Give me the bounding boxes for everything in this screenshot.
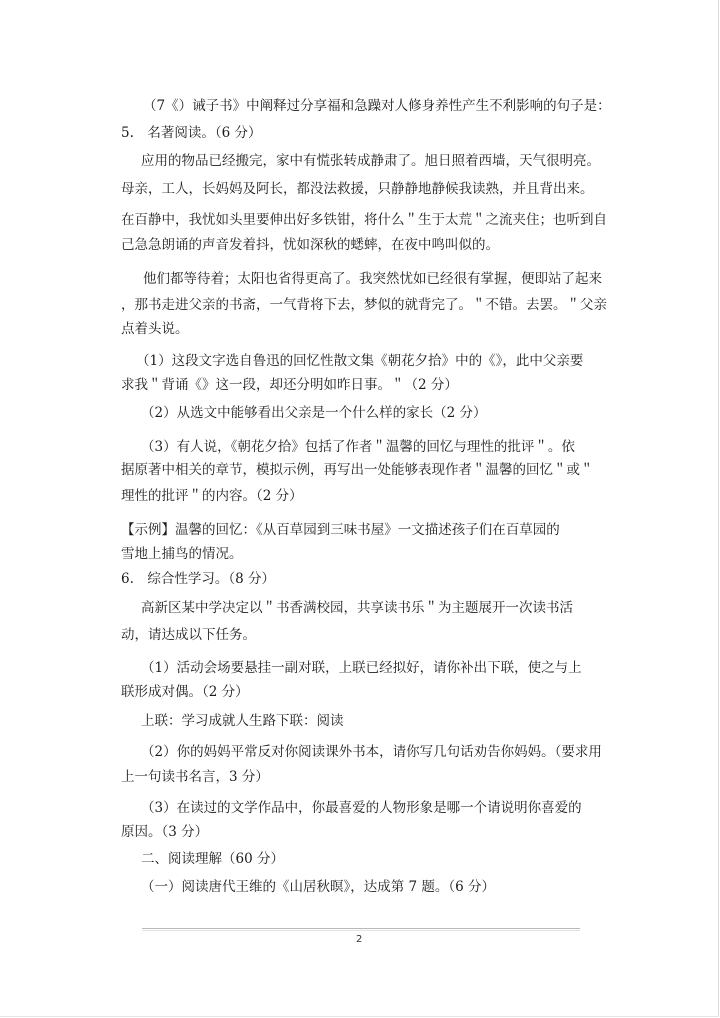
passage-line: ，那书走进父亲的书斋，一气背将下去，梦似的就背完了。＂不错。去罢。＂父亲	[121, 297, 607, 313]
passage-line: 他们都等待着；太阳也省得更高了。我突然忧如已经很有掌握，便即站了起来	[143, 271, 602, 287]
footer-divider	[142, 928, 580, 929]
passage-line: 母亲，工人，长妈妈及阿长，都没法救援，只静静地静候我读熟，并且背出来。	[121, 181, 594, 197]
question-6-2: （2）你的妈妈平常反对你阅读课外书本，请你写几句话劝告你妈妈。（要求用	[141, 744, 602, 760]
passage-line: 点着头说。	[121, 321, 189, 337]
question-6-3: （3）在读过的文学作品中，你最喜爱的人物形象是哪一个请说明你喜爱的	[141, 800, 582, 816]
question-5-3-cont: 据原著中相关的章节，模拟示例，再写出一处能够表现作者＂温馨的回忆＂或＂	[121, 462, 594, 478]
question-6-1: （1）活动会场要悬挂一副对联，上联已经拟好，请你补出下联，使之与上	[141, 660, 582, 676]
question-6-3-cont: 原因。（3 分）	[121, 824, 209, 840]
passage-line: 在百静中，我忧如头里要伸出好多铁钳，将什么＂生于太荒＂之流夹住；也听到自	[121, 212, 607, 228]
section-2-1-intro: （一）阅读唐代王维的《山居秋暝》，达成第 7 题。（6 分）	[141, 879, 496, 895]
example-line: 【示例】温馨的回忆：《从百草园到三味书屋》一文描述孩子们在百草园的	[121, 522, 560, 538]
question-6-intro: 动，请达成以下任务。	[121, 627, 256, 643]
question-5-3: （3）有人说，《朝花夕拾》包括了作者＂温馨的回忆与理性的批评＂。依	[141, 439, 575, 455]
passage-line: 应用的物品已经搬完，家中有慌张转成静肃了。旭日照着西墙，天气很明亮。	[141, 153, 600, 169]
couplet-line: 上联：学习成就人生路下联：阅读	[141, 713, 344, 729]
question-6-heading: 6. 综合性学习。（8 分）	[121, 571, 276, 587]
question-5-1: （1）这段文字选自鲁迅的回忆性散文集《朝花夕拾》中的《》，此中父亲要	[136, 353, 584, 369]
question-5-2: （2）从选文中能够看出父亲是一个什么样的家长（2 分）	[141, 405, 487, 421]
question-5-3-cont: 理性的批评＂的内容。（2 分）	[121, 488, 303, 504]
page-number: 2	[356, 934, 363, 945]
question-5-1-cont: 求我＂背诵《》这一段，却还分明如昨日事。＂（2 分）	[121, 377, 458, 393]
section-2-heading: 二、阅读理解（60 分）	[141, 851, 284, 867]
question-5-heading: 5. 名著阅读。（6 分）	[121, 125, 262, 141]
question-6-2-cont: 上一句读书名言，3 分）	[121, 769, 269, 785]
example-line: 雪地上捕鸟的情况。	[121, 546, 243, 562]
question-6-1-cont: 联形成对偶。（2 分）	[121, 684, 249, 700]
question-6-intro: 高新区某中学决定以＂书香满校园，共享读书乐＂为主题展开一次读书活	[141, 600, 573, 616]
question-7-prompt: （7《）诫子书》中阐释过分享福和急躁对人修身养性产生不利影响的句子是：	[143, 98, 611, 114]
passage-line: 己急急朗诵的声音发着抖，忧如深秋的蟋蟀，在夜中鸣叫似的。	[121, 237, 499, 253]
footer-divider-shadow	[142, 930, 580, 931]
